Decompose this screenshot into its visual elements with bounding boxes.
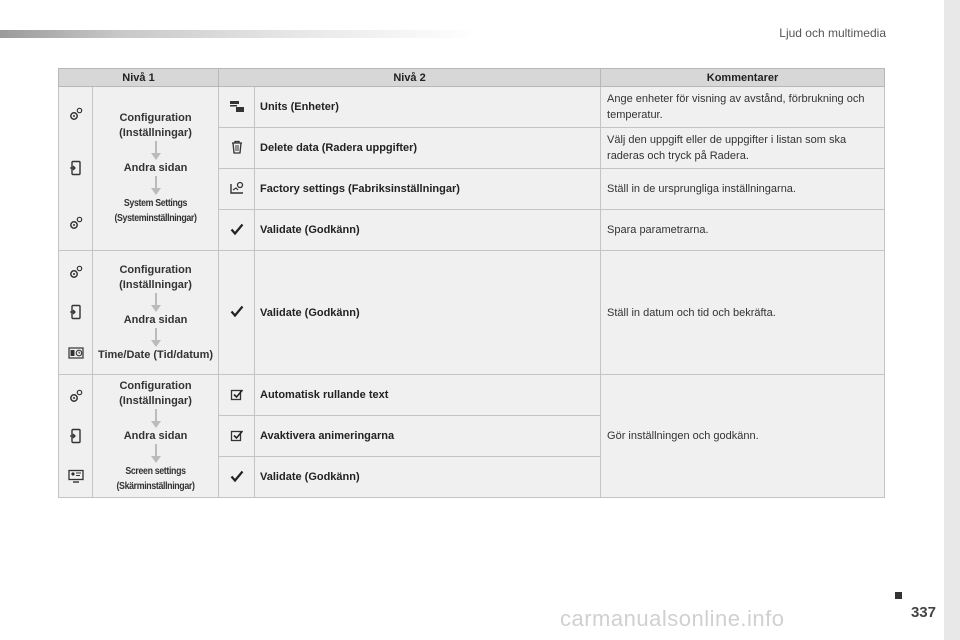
header-decor-bar: [0, 30, 480, 38]
menu-path: [93, 379, 218, 494]
level2-label: Factory settings (Fabriksinställningar): [255, 169, 601, 210]
factory-reset-icon: [229, 180, 245, 196]
level2-icon-cell: [219, 87, 255, 128]
path-step-andra-sidan: Andra sidan: [123, 429, 188, 442]
path-step-andra-sidan: Andra sidan: [123, 162, 188, 174]
arrow-down-icon: [150, 444, 162, 464]
level2-icon-cell: [219, 375, 255, 416]
column-header-level2: Nivå 2: [219, 69, 601, 87]
arrow-down-icon: [150, 409, 162, 429]
level2-icon-cell: [219, 210, 255, 251]
level2-icon-cell: [219, 169, 255, 210]
comment-text: Ange enheter för visning av avstånd, förbrukning och temperatur.: [601, 87, 885, 128]
level2-icon-cell: [219, 416, 255, 457]
level2-label: Avaktivera animeringarna: [255, 416, 601, 457]
comment-text: Gör inställningen och godkänn.: [601, 375, 885, 498]
arrow-down-icon: [150, 293, 162, 313]
page-edge-stripe: [944, 0, 960, 640]
path-step-configuration: Configuration (Inställningar): [119, 263, 192, 291]
check-icon: [229, 221, 245, 237]
comment-text: Välj den uppgift eller de uppgifter i listan som ska raderas och tryck på Radera.: [601, 128, 885, 169]
arrow-down-icon: [150, 176, 162, 196]
section-title: Ljud och multimedia: [779, 26, 886, 40]
check-icon: [229, 468, 245, 484]
units-icon: [229, 98, 245, 114]
comment-text: Ställ in de ursprungliga inställningarna.: [601, 169, 885, 210]
table-row: [59, 87, 885, 128]
level2-label: Automatisk rullande text: [255, 375, 601, 416]
phone-icon: [67, 303, 85, 321]
level1-icons-cell: [59, 87, 93, 251]
check-icon: [229, 303, 245, 319]
level2-label: Validate (Godkänn): [255, 210, 601, 251]
gear-icon: [67, 105, 85, 123]
checkbox-icon: [229, 386, 245, 402]
comment-text: Spara parametrarna.: [601, 210, 885, 251]
gear-icon: [67, 263, 85, 281]
path-step-configuration: Configuration (Inställningar): [119, 379, 192, 407]
level2-label: Validate (Godkänn): [255, 251, 601, 375]
level2-label: Units (Enheter): [255, 87, 601, 128]
level2-label: Validate (Godkänn): [255, 457, 601, 498]
path-step-andra-sidan: Andra sidan: [123, 313, 188, 326]
path-step-system-settings: System Settings (Systeminställningar): [114, 198, 197, 224]
arrow-down-icon: [150, 328, 162, 348]
column-header-comments: Kommentarer: [601, 69, 885, 87]
phone-icon: [67, 427, 85, 445]
arrow-down-icon: [150, 141, 162, 161]
column-header-level1: Nivå 1: [59, 69, 219, 87]
path-step-configuration: Configuration (Inställningar): [119, 112, 192, 139]
menu-path: [93, 111, 218, 226]
level1-icons-cell: [59, 251, 93, 375]
level2-icon-cell: [219, 128, 255, 169]
checkbox-icon: [229, 427, 245, 443]
page-number: 337: [910, 604, 936, 621]
settings-menu-table: [58, 68, 885, 498]
level1-path-cell: [93, 87, 219, 251]
level2-icon-cell: [219, 251, 255, 375]
level2-icon-cell: [219, 457, 255, 498]
calendar-clock-icon: [67, 344, 85, 362]
table-row: [59, 375, 885, 416]
table-row: [59, 251, 885, 375]
comment-text: Ställ in datum och tid och bekräfta.: [601, 251, 885, 375]
gear-icon: [67, 214, 85, 232]
level1-path-cell: [93, 251, 219, 375]
watermark: carmanualsonline.info: [560, 606, 785, 631]
gear-icon: [67, 387, 85, 405]
trash-icon: [229, 139, 245, 155]
screen-settings-icon: [67, 467, 85, 485]
level2-label: Delete data (Radera uppgifter): [255, 128, 601, 169]
level1-icons-cell: [59, 375, 93, 498]
table-header-row: [59, 69, 885, 87]
level1-path-cell: [93, 375, 219, 498]
page-marker: [895, 592, 902, 599]
path-step-time-date: Time/Date (Tid/datum): [97, 348, 214, 361]
menu-path: [93, 263, 218, 363]
path-step-screen-settings: Screen settings (Skärminställningar): [116, 465, 195, 492]
phone-icon: [67, 159, 85, 177]
